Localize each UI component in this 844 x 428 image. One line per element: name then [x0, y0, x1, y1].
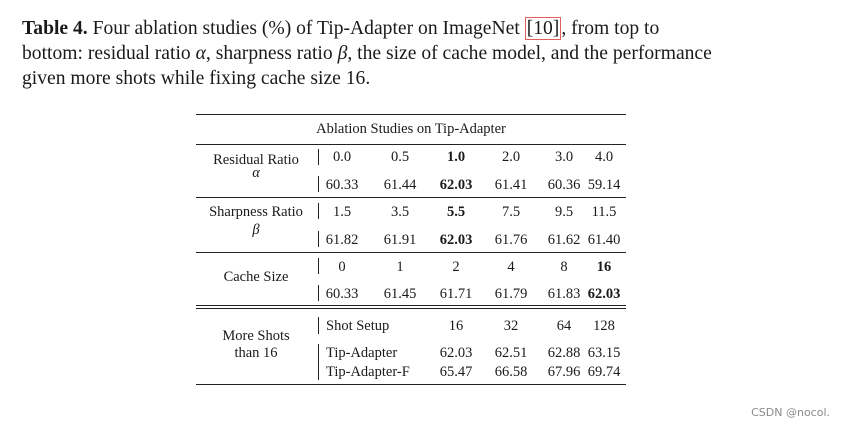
shot-setup-value: 64 — [556, 318, 572, 334]
table-cell: 61.45 — [383, 286, 417, 302]
cache-label: Cache Size — [223, 269, 289, 285]
table-cell: 61.71 — [439, 286, 473, 302]
residual-label: Residual Ratio — [213, 152, 299, 168]
table-cell: 61.91 — [383, 232, 417, 248]
method-name: Tip-Adapter-F — [326, 364, 410, 380]
table-cell: 61.62 — [547, 232, 581, 248]
table-cell: 0 — [338, 259, 346, 275]
caption-line-1 — [22, 16, 827, 41]
table-cell: 5.5 — [446, 204, 466, 220]
shot-setup-label: Shot Setup — [326, 318, 390, 334]
rule — [196, 305, 626, 306]
rule-top — [196, 114, 626, 115]
table-cell: 69.74 — [587, 364, 621, 380]
shots-label-line1: More Shots — [222, 328, 290, 344]
table-cell: 62.03 — [587, 286, 621, 302]
table-title: Ablation Studies on Tip-Adapter — [316, 121, 506, 137]
table-cell: 16 — [596, 259, 612, 275]
table-cell: 61.82 — [325, 232, 359, 248]
rule — [196, 144, 626, 145]
table-cell: 62.51 — [494, 345, 528, 361]
table-cell: 61.83 — [547, 286, 581, 302]
table-cell: 2.0 — [501, 149, 521, 165]
watermark: CSDN @nocol. — [751, 406, 830, 419]
table-cell: 61.41 — [494, 177, 528, 193]
beta-symbol: β — [252, 222, 260, 238]
caption-text: , from top to — [561, 18, 660, 39]
table-cell: 62.03 — [439, 232, 473, 248]
caption-text: , sharpness ratio — [205, 43, 338, 64]
caption-line-2 — [22, 41, 827, 66]
table-cell: 60.33 — [325, 286, 359, 302]
table-cell: 61.44 — [383, 177, 417, 193]
table-cell: 63.15 — [587, 345, 621, 361]
rule-bottom — [196, 384, 626, 385]
table-cell: 66.58 — [494, 364, 528, 380]
table-cell: 60.33 — [325, 177, 359, 193]
caption-line-3: given more shots while fixing cache size 16. — [22, 68, 371, 89]
rule — [196, 308, 626, 309]
table-cell: 3.0 — [554, 149, 574, 165]
alpha-symbol: α — [252, 165, 260, 181]
caption-text: Four ablation studies (%) of Tip-Adapter on ImageNet — [87, 18, 525, 39]
method-name: Tip-Adapter — [326, 345, 398, 361]
table-cell: 0.0 — [332, 149, 352, 165]
sharpness-label: Sharpness Ratio — [209, 204, 303, 220]
table-cell: 1.5 — [332, 204, 352, 220]
table-cell: 1 — [396, 259, 404, 275]
shot-setup-value: 128 — [593, 318, 615, 334]
table-cell: 61.40 — [587, 232, 621, 248]
table-cell: 62.03 — [439, 345, 473, 361]
table-cell: 62.03 — [439, 177, 473, 193]
table-cell: 2 — [452, 259, 460, 275]
citation-link[interactable]: [10] — [526, 18, 560, 39]
table-cell: 8 — [560, 259, 568, 275]
rule — [196, 252, 626, 253]
table-cell: 0.5 — [390, 149, 410, 165]
table-cell: 1.0 — [446, 149, 466, 165]
table-cell: 61.76 — [494, 232, 528, 248]
table-cell: 67.96 — [547, 364, 581, 380]
table-cell: 59.14 — [587, 177, 621, 193]
shot-setup-value: 32 — [503, 318, 519, 334]
separator — [318, 344, 319, 380]
caption-text: bottom: residual ratio — [22, 43, 196, 64]
table-cell: 62.88 — [547, 345, 581, 361]
table-caption — [22, 16, 827, 91]
table-cell: 7.5 — [501, 204, 521, 220]
caption-text: , the size of cache model, and the performance — [347, 43, 712, 64]
table-cell: 11.5 — [591, 204, 617, 220]
table-cell: 9.5 — [554, 204, 574, 220]
table-cell: 61.79 — [494, 286, 528, 302]
shot-setup-value: 16 — [448, 318, 464, 334]
table-cell: 4 — [507, 259, 515, 275]
shots-label-line2: than 16 — [234, 345, 278, 361]
table-cell: 4.0 — [594, 149, 614, 165]
rule — [196, 197, 626, 198]
caption-label: Table 4. — [22, 18, 88, 39]
separator — [318, 317, 319, 334]
table-cell: 60.36 — [547, 177, 581, 193]
table-cell: 3.5 — [390, 204, 410, 220]
beta-symbol: β — [337, 43, 348, 64]
alpha-symbol: α — [195, 43, 206, 64]
table-cell: 65.47 — [439, 364, 473, 380]
